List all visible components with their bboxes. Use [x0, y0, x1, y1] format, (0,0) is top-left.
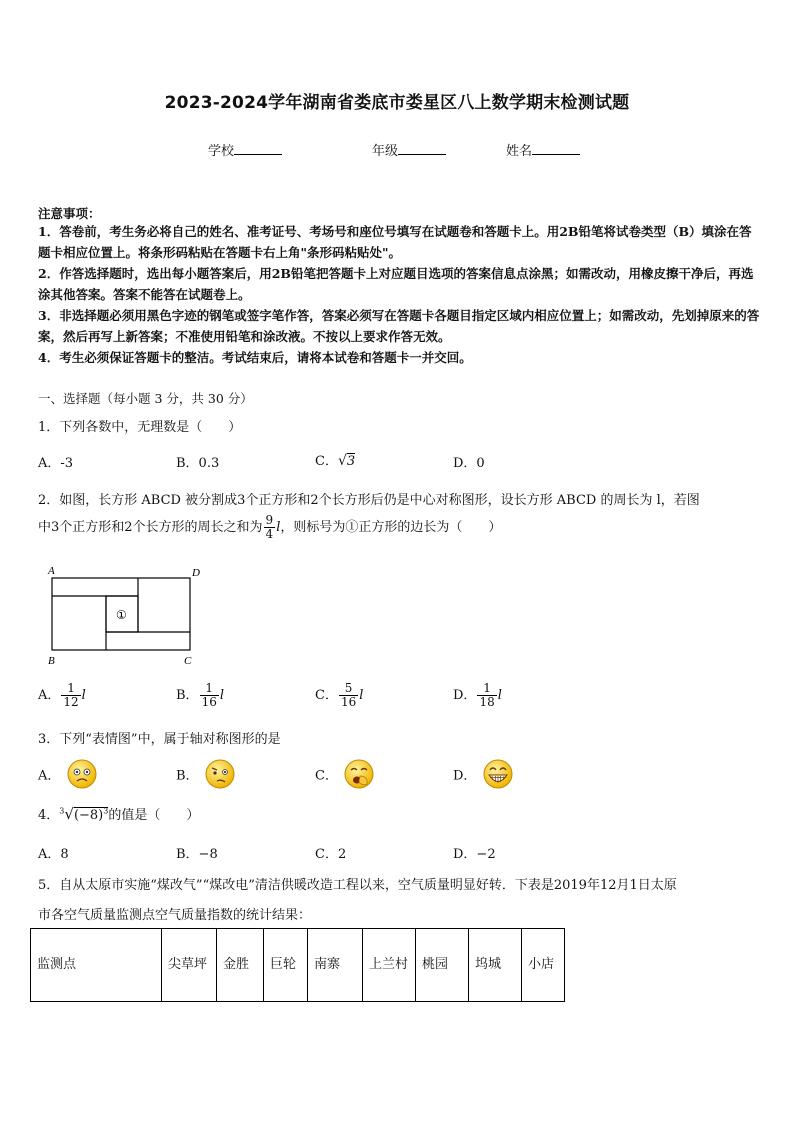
label-c: C [184, 655, 192, 667]
q2-option-c-var: l [359, 688, 364, 703]
q1-option-c [315, 450, 355, 469]
grinning-face-icon [481, 758, 515, 790]
q3-stem: 3．下列“表情图”中，属于轴对称图形的是 [38, 732, 281, 747]
name-field [506, 140, 580, 159]
table-row [31, 929, 565, 1002]
q2-option-a-num: 1 [61, 682, 80, 696]
rectangle-figure [44, 562, 204, 670]
table-cell: 南寨 [308, 929, 363, 1002]
q1-option-d: D．0 [453, 456, 485, 471]
q2-option-a [38, 682, 86, 709]
q4-root-index: 3 [59, 806, 65, 816]
root-symbol-icon: √ [64, 805, 74, 823]
q3-option-b [176, 758, 237, 790]
q3-option-d-label: D． [453, 768, 477, 784]
sqrt-symbol-icon: √ [337, 453, 347, 469]
q2-option-d-frac [477, 682, 496, 709]
q2-option-a-prefix: A． [38, 688, 61, 703]
q4-stem [38, 804, 199, 823]
notice-heading: 注意事项： [38, 206, 101, 221]
notice-item-4: 4．考生必须保证答题卡的整洁。考试结束后，请将本试卷和答题卡一并交回。 [38, 350, 472, 365]
q1-stem: 1．下列各数中，无理数是（ ） [38, 420, 242, 435]
table-cell: 巨轮 [264, 929, 308, 1002]
q4-suffix: 的值是（ ） [108, 808, 200, 823]
notice-item-1: 1．答卷前，考生务必将自己的姓名、准考证号、考场号和座位号填写在试题卷和答题卡上。用2B铅笔将试卷类型（B）填涂在答题卡相应位置上。将条形码粘贴在答题卡右上角"条形码粘贴处"。 [38, 224, 752, 260]
q3-option-a [38, 758, 99, 790]
q4-prefix: 4． [38, 808, 60, 823]
q4-exponent: 3 [103, 806, 109, 816]
grade-label: 年级 [372, 144, 399, 159]
table-cell: 坞城 [469, 929, 522, 1002]
q2-line2 [38, 514, 501, 541]
grade-blank[interactable] [398, 142, 446, 155]
q1-option-b: B．0.3 [176, 456, 220, 471]
q4-radicand-wrap [74, 807, 108, 823]
table-cell: 桃园 [416, 929, 469, 1002]
q2-fraction-num: 9 [265, 513, 274, 527]
q1-option-a: A．-3 [38, 456, 74, 471]
q3-option-a-label: A． [38, 768, 61, 784]
q2-option-c-num: 5 [339, 682, 358, 696]
q2-option-d-den: 18 [479, 695, 495, 709]
q5-line1: 5．自从太原市实施“煤改气”“煤改电”清洁供暖改造工程以来，空气质量明显好转．下表是2019年12月1日太原 [38, 878, 677, 893]
q2-option-a-frac [61, 682, 80, 709]
q2-option-b-var: l [219, 688, 225, 703]
q5-line2: 市各空气质量监测点空气质量指数的统计结果： [38, 908, 312, 923]
grade-field [372, 140, 446, 159]
q1-option-c-prefix: C． [315, 454, 338, 469]
name-label: 姓名 [506, 144, 533, 159]
school-blank[interactable] [234, 142, 282, 155]
label-a: A [48, 565, 55, 577]
label-b: B [48, 655, 55, 667]
q2-option-a-den: 12 [63, 695, 79, 709]
q3-option-b-label: B． [176, 768, 199, 784]
q2-fraction [264, 514, 276, 541]
label-d: D [192, 567, 200, 579]
q2-option-a-var: l [81, 688, 86, 703]
q2-option-b-num: 1 [200, 682, 219, 696]
q2-option-c [315, 682, 363, 709]
q2-option-d [453, 682, 502, 709]
q2-var: l [276, 520, 281, 535]
q3-option-c [315, 758, 376, 790]
thinking-face-icon [203, 758, 237, 790]
q1-option-c-radicand: 3 [346, 454, 356, 469]
notice-item-2: 2．作答选择题时，选出每小题答案后，用2B铅笔把答题卡上对应题目选项的答案信息点涂黑；如需改动，用橡皮擦干净后，再选涂其他答案。答案不能答在试题卷上。 [38, 266, 754, 302]
school-field [208, 140, 282, 159]
q2-option-c-prefix: C． [315, 688, 338, 703]
q4-option-d: D．−2 [453, 847, 496, 862]
q2-fraction-den: 4 [265, 527, 274, 541]
school-label: 学校 [208, 144, 235, 159]
q2-option-b-prefix: B． [176, 688, 199, 703]
table-cell: 监测点 [31, 929, 162, 1002]
yawning-face-icon [342, 758, 376, 790]
label-circled-1: ① [116, 608, 127, 622]
q2-option-d-prefix: D． [453, 688, 477, 703]
q2-line2-b: ，则标号为①正方形的边长为（ ） [280, 520, 502, 535]
page-title: 2023-2024学年湖南省娄底市娄星区八上数学期末检测试题 [164, 93, 630, 113]
q2-line1: 2．如图，长方形 ABCD 被分割成3个正方形和2个长方形后仍是中心对称图形，设长方形 ABCD 的周长为 l，若图 [38, 493, 700, 508]
q3-option-c-label: C． [315, 768, 338, 784]
q2-option-b [176, 682, 224, 709]
q2-option-c-frac [339, 682, 358, 709]
q2-option-c-den: 16 [340, 695, 357, 709]
q3-option-d [453, 758, 515, 790]
q4-option-c: C．2 [315, 847, 347, 862]
section-heading: 一、选择题（每小题 3 分，共 30 分） [38, 391, 253, 406]
worried-face-icon [65, 758, 99, 790]
q2-line2-a: 中3个正方形和2个长方形的周长之和为 [38, 520, 263, 535]
q2-option-b-frac [200, 682, 219, 709]
q2-option-b-den: 16 [201, 695, 217, 709]
table-cell: 尖草坪 [162, 929, 217, 1002]
air-quality-table [30, 928, 565, 1002]
q2-option-d-var: l [497, 688, 502, 703]
q4-radicand: (−8) [73, 808, 104, 823]
q4-option-a: A．8 [38, 847, 69, 862]
name-blank[interactable] [532, 142, 580, 155]
table-cell: 小店 [522, 929, 565, 1002]
q2-option-d-num: 1 [477, 682, 496, 696]
table-cell: 金胜 [217, 929, 264, 1002]
table-cell: 上兰村 [363, 929, 416, 1002]
notice-item-3: 3．非选择题必须用黑色字迹的钢笔或签字笔作答，答案必须写在答题卡各题目指定区域内相应位置上；如需改动，先划掉原来的答案，然后再写上新答案；不准使用铅笔和涂改液。不按以上要求作答无效。 [38, 308, 760, 344]
q4-option-b: B．−8 [176, 847, 218, 862]
